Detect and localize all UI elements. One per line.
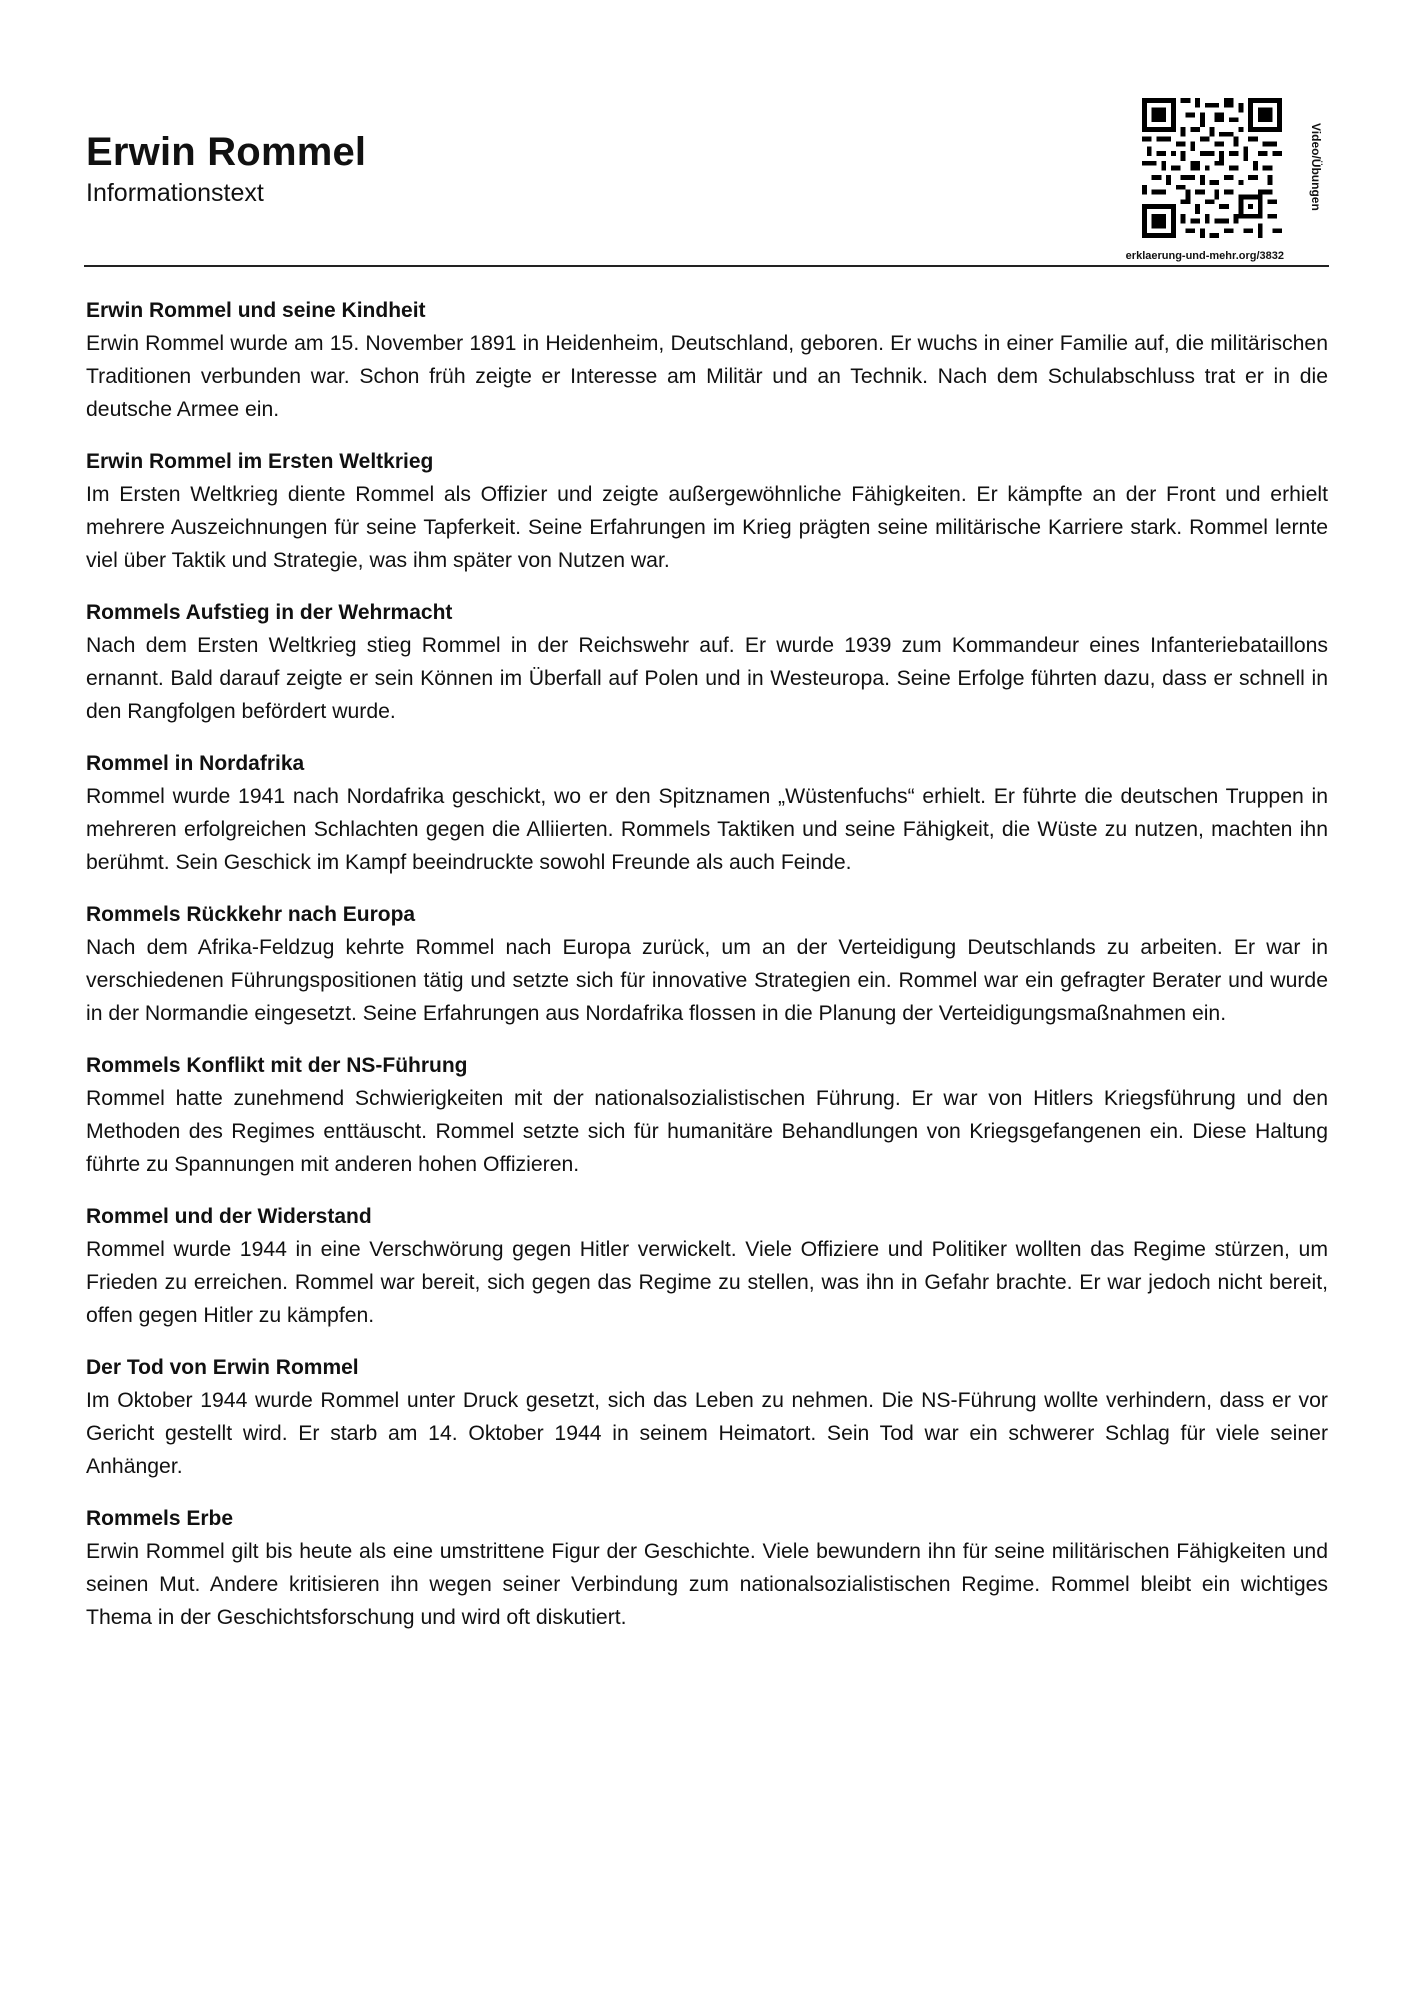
- section-heading: Der Tod von Erwin Rommel: [86, 1356, 359, 1379]
- header-divider: [84, 265, 1329, 267]
- section-text: Im Ersten Weltkrieg diente Rommel als Offizier und zeigte außergewöhnliche Fähigkeiten. Er kämpfte an der Front und erhielt mehrere Auszeichnungen für seine Tapferkeit. Seine Erfahrungen im Krieg prägten seine militärische Karriere stark. Rommel lernte viel über Taktik und Strategie, was ihm später von Nutzen war.: [86, 483, 1328, 572]
- section-text: Nach dem Afrika-Feldzug kehrte Rommel nach Europa zurück, um an der Verteidigung Deutschlands zu arbeiten. Er war in verschiedenen Führungspositionen tätig und setzte sich für innovative Strategien ein. Rommel war ein gefragter Berater und wurde in der Normandie eingesetzt. Seine Erfahrungen aus Nordafrika flossen in die Planung der Verteidigungsmaßnahmen ein.: [86, 936, 1328, 1025]
- section-heading: Rommels Erbe: [86, 1507, 234, 1530]
- section-heading: Rommels Rückkehr nach Europa: [86, 903, 416, 926]
- section-kindheit: [86, 294, 1328, 426]
- section-text: Erwin Rommel gilt bis heute als eine umstrittene Figur der Geschichte. Viele bewundern ihn für seine militärischen Fähigkeiten und seinen Mut. Andere kritisieren ihn wegen seiner Verbindung zum nationalsozialistischen Regime. Rommel bleibt ein wichtiges Thema in der Geschichtsforschung und wird oft diskutiert.: [86, 1540, 1328, 1629]
- section-erbe: [86, 1502, 1328, 1634]
- qr-url-link[interactable]: erklaerung-und-mehr.org/3832: [1125, 250, 1284, 262]
- qr-code-icon[interactable]: [1142, 98, 1282, 238]
- section-text: Rommel hatte zunehmend Schwierigkeiten mit der nationalsozialistischen Führung. Er war von Hitlers Kriegsführung und den Methoden des Regimes enttäuscht. Rommel setzte sich für humanitäre Behandlungen von Kriegsgefangenen ein. Diese Haltung führte zu Spannungen mit anderen hohen Offizieren.: [86, 1087, 1328, 1176]
- qr-side-label: Video/Übungen: [1309, 123, 1323, 211]
- section-heading: Rommels Aufstieg in der Wehrmacht: [86, 601, 453, 624]
- section-heading: Rommel in Nordafrika: [86, 752, 305, 775]
- section-text: Rommel wurde 1944 in eine Verschwörung gegen Hitler verwickelt. Viele Offiziere und Politiker wollten das Regime stürzen, um Frieden zu erreichen. Rommel war bereit, sich gegen das Regime zu stellen, was ihn in Gefahr brachte. Er war jedoch nicht bereit, offen gegen Hitler zu kämpfen.: [86, 1238, 1328, 1327]
- section-konflikt-ns-fuehrung: [86, 1049, 1328, 1181]
- section-tod: [86, 1351, 1328, 1483]
- section-heading: Erwin Rommel im Ersten Weltkrieg: [86, 450, 434, 473]
- section-text: Rommel wurde 1941 nach Nordafrika geschickt, wo er den Spitznamen „Wüstenfuchs“ erhielt. Er führte die deutschen Truppen in mehreren erfolgreichen Schlachten gegen die Alliierten. Rommels Taktiken und seine Fähigkeit, die Wüste zu nutzen, machten ihn berühmt. Sein Geschick im Kampf beeindruckte sowohl Freunde als auch Feinde.: [86, 785, 1328, 874]
- section-aufstieg-wehrmacht: [86, 596, 1328, 728]
- page-title: Erwin Rommel: [86, 130, 367, 174]
- document-header: [86, 130, 366, 208]
- section-heading: Erwin Rommel und seine Kindheit: [86, 299, 426, 322]
- section-nordafrika: [86, 747, 1328, 879]
- section-text: Im Oktober 1944 wurde Rommel unter Druck gesetzt, sich das Leben zu nehmen. Die NS-Führung wollte verhindern, dass er vor Gericht gestellt wird. Er starb am 14. Oktober 1944 in seinem Heimatort. Sein Tod war ein schwerer Schlag für viele seiner Anhänger.: [86, 1389, 1328, 1478]
- page-subtitle: Informationstext: [86, 179, 264, 207]
- section-erster-weltkrieg: [86, 445, 1328, 577]
- section-widerstand: [86, 1200, 1328, 1332]
- section-text: Nach dem Ersten Weltkrieg stieg Rommel in der Reichswehr auf. Er wurde 1939 zum Kommandeur eines Infanteriebataillons ernannt. Bald darauf zeigte er sein Können im Überfall auf Polen und in Westeuropa. Seine Erfolge führten dazu, dass er schnell in den Rangfolgen befördert wurde.: [86, 634, 1328, 723]
- document-body: [86, 294, 1328, 1653]
- section-heading: Rommels Konflikt mit der NS-Führung: [86, 1054, 468, 1077]
- section-text: Erwin Rommel wurde am 15. November 1891 in Heidenheim, Deutschland, geboren. Er wuchs in einer Familie auf, die militärischen Traditionen verbunden war. Schon früh zeigte er Interesse am Militär und an Technik. Nach dem Schulabschluss trat er in die deutsche Armee ein.: [86, 332, 1328, 421]
- section-rueckkehr-europa: [86, 898, 1328, 1030]
- section-heading: Rommel und der Widerstand: [86, 1205, 372, 1228]
